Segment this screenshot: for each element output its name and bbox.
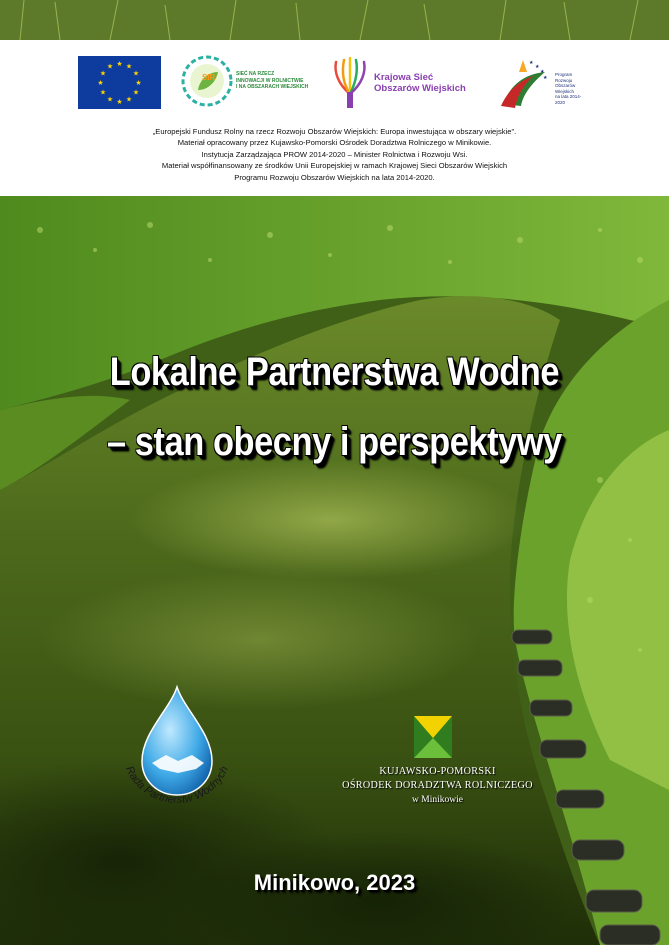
svg-text:★: ★ bbox=[116, 98, 123, 106]
funding-line-5: Programu Rozwoju Obszarów Wiejskich na lata 2014-2020. bbox=[234, 172, 435, 182]
prow-line-4: Wiejskich bbox=[555, 88, 575, 94]
ksow-flower-icon bbox=[330, 54, 370, 110]
kpodr-line-3: w Minikowie bbox=[412, 795, 463, 805]
svg-text:★: ★ bbox=[135, 79, 142, 87]
sir-emblem-icon bbox=[180, 54, 234, 108]
document-title-line-1: Lokalne Partnerstwa Wodne bbox=[109, 350, 560, 394]
svg-text:★: ★ bbox=[132, 69, 140, 78]
document-title-line-2: – stan obecny i perspektywy bbox=[106, 420, 562, 464]
kpodr-line-2: OŚRODEK DORADZTWA ROLNICZEGO bbox=[342, 780, 533, 791]
sir-line-2: INNOWACJI W ROLNICTWIE bbox=[236, 77, 304, 84]
rada-partnerstw-wodnych-logo bbox=[112, 683, 242, 813]
svg-text:★: ★ bbox=[132, 88, 140, 97]
funding-statement bbox=[0, 126, 669, 183]
svg-text:★: ★ bbox=[535, 64, 540, 70]
sir-network-logo bbox=[180, 54, 320, 110]
svg-text:★: ★ bbox=[106, 62, 114, 71]
rpw-arc-text: Rada Partnerstw Wodnych bbox=[123, 764, 231, 807]
prow-emblem-icon bbox=[493, 54, 553, 114]
place-and-year: Minikowo, 2023 bbox=[253, 870, 416, 895]
ksow-line-1: Krajowa Sieć bbox=[374, 72, 434, 83]
ksow-logo bbox=[330, 54, 490, 110]
svg-text:★: ★ bbox=[529, 60, 534, 66]
svg-text:★: ★ bbox=[125, 95, 133, 104]
svg-text:★: ★ bbox=[543, 75, 548, 81]
prow-line-3: Obszarów bbox=[555, 83, 576, 88]
svg-text:★: ★ bbox=[99, 88, 107, 97]
svg-text:SIR: SIR bbox=[202, 73, 216, 82]
kpodr-emblem-icon bbox=[414, 716, 452, 758]
funding-line-4: Materiał współfinansowany ze środków Unii Europejskiej w ramach Krajowej Sieci Obszarów Wiejskich bbox=[161, 161, 508, 171]
sir-line-3: I NA OBSZARACH WIEJSKICH bbox=[236, 84, 309, 90]
sir-line-1: SIEĆ NA RZECZ bbox=[236, 71, 275, 77]
eu-flag-logo bbox=[78, 56, 161, 109]
prow-line-5: na lata 2014-2020 bbox=[555, 94, 582, 105]
funding-line-2: Materiał opracowany przez Kujawsko-Pomorski Ośrodek Doradztwa Rolniczego w Minikowie. bbox=[177, 138, 492, 148]
sponsor-banner bbox=[0, 40, 669, 196]
svg-text:★: ★ bbox=[106, 95, 114, 104]
funding-line-1: „Europejski Fundusz Rolny na rzecz Rozwoju Obszarów Wiejskich: Europa inwestująca w obszary wiejskie". bbox=[152, 127, 517, 136]
prow-line-2: Rozwoju bbox=[555, 77, 573, 83]
svg-text:★: ★ bbox=[99, 69, 107, 78]
svg-text:★: ★ bbox=[125, 62, 133, 71]
kpodr-line-1: KUJAWSKO-POMORSKI bbox=[379, 766, 496, 777]
svg-text:★: ★ bbox=[97, 79, 104, 87]
svg-text:★: ★ bbox=[116, 60, 123, 68]
ksow-line-2: Obszarów Wiejskich bbox=[374, 83, 466, 94]
kpodr-logo bbox=[310, 716, 565, 816]
funding-line-3: Instytucja Zarządzająca PROW 2014-2020 – Minister Rolnictwa i Rozwoju Wsi. bbox=[201, 149, 468, 159]
svg-text:★: ★ bbox=[540, 69, 545, 75]
prow-line-1: Program bbox=[555, 72, 573, 77]
prow-logo bbox=[493, 54, 593, 114]
